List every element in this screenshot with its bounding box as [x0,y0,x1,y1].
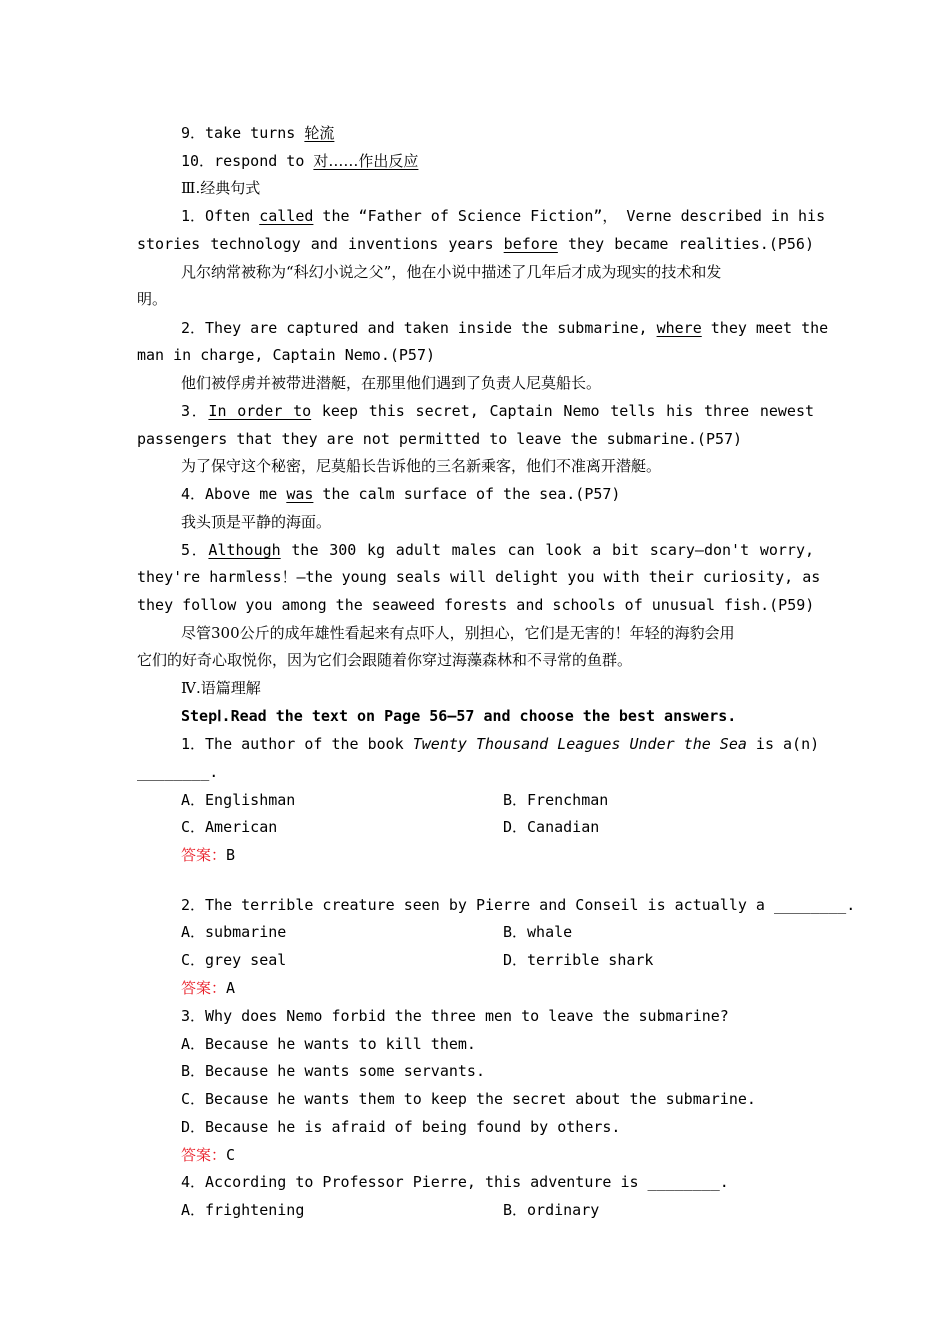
sentence-1-line-1: 1．Often called the “Father of Science Fiction”， Verne described in his [181,207,826,225]
option-b: B．ordinary [503,1201,600,1219]
option-b: B．whale [503,923,573,941]
step-1-instruction: StepⅠ.Read the text on Page 56—57 and choose the best answers. [181,707,737,725]
option-a: A．Englishman [181,791,296,809]
option-a: A．frightening [181,1201,305,1219]
sentence-2-line-2: man in charge, Captain Nemo.(P57) [137,346,436,364]
sentence-3-line-2: passengers that they are not permitted to leave the submarine.(P57) [137,430,743,448]
sentence-5-line-1: 5．Although the 300 kg adult males can look a bit scary—don't worry, [181,541,815,559]
section-4-title: Ⅳ.语篇理解 [181,679,261,697]
question-4-stem: 4．According to Professor Pierre, this adventure is ________. [181,1173,729,1191]
sentence-5-translation-2: 它们的好奇心取悦你，因为它们会跟随着你穿过海藻森林和不寻常的鱼群。 [137,651,633,669]
question-1-answer: 答案：B [181,846,236,864]
option-d: D．Canadian [503,818,600,836]
option-c: C．grey seal [181,951,287,969]
sentence-4-line-1: 4．Above me was the calm surface of the sea.(P57) [181,485,621,503]
option-d: D．terrible shark [503,951,654,969]
question-1-options-row-2 [181,817,814,837]
section-3-title: Ⅲ.经典句式 [181,179,261,197]
option-c: C．American [181,818,278,836]
phrase-10: 10．respond to 对……作出反应 [181,152,419,170]
question-4-options-row-1 [181,1200,814,1220]
sentence-1-translation-2: 明。 [137,290,168,308]
sentence-3-line-1: 3．In order to keep this secret, Captain Nemo tells his three newest [181,402,815,420]
question-1-blank: ________. [137,763,219,781]
question-2-stem: 2．The terrible creature seen by Pierre and Conseil is actually a ________. [181,896,856,914]
sentence-5-line-2: they're harmless！—the young seals will delight you with their curiosity, as [137,568,821,586]
sentence-5-line-3: they follow you among the seaweed forests and schools of unusual fish.(P59) [137,596,815,614]
sentence-5-translation: 尽管300公斤的成年雄性看起来有点吓人，别担心，它们是无害的！年轻的海豹会用 [181,624,735,642]
question-2-answer: 答案：A [181,979,236,997]
sentence-2-translation: 他们被俘虏并被带进潜艇，在那里他们遇到了负责人尼莫船长。 [181,374,602,392]
phrase-9: 9．take turns 轮流 [181,124,335,142]
question-3-option-b: B．Because he wants some servants. [181,1062,485,1080]
question-3-option-c: C．Because he wants them to keep the secret about the submarine. [181,1090,756,1108]
question-1-options-row-1 [181,790,814,810]
option-a: A．submarine [181,923,287,941]
question-2-options-row-1 [181,922,814,942]
question-3-answer: 答案：C [181,1146,236,1164]
sentence-1-line-2: stories technology and inventions years before they became realities.(P56) [137,235,814,253]
option-b: B．Frenchman [503,791,609,809]
sentence-3-translation: 为了保守这个秘密，尼莫船长告诉他的三名新乘客，他们不准离开潜艇。 [181,457,662,475]
question-3-option-a: A．Because he wants to kill them. [181,1035,476,1053]
sentence-4-translation: 我头顶是平静的海面。 [181,513,332,531]
question-2-options-row-2 [181,950,814,970]
question-1-stem: 1．The author of the book Twenty Thousand Leagues Under the Sea is a(n) [181,735,820,753]
question-3-stem: 3．Why does Nemo forbid the three men to leave the submarine? [181,1007,729,1025]
sentence-1-translation: 凡尔纳常被称为“科幻小说之父”，他在小说中描述了几年后才成为现实的技术和发 [181,263,722,281]
question-3-option-d: D．Because he is afraid of being found by others. [181,1118,621,1136]
sentence-2-line-1: 2．They are captured and taken inside the submarine, where they meet the [181,319,829,337]
